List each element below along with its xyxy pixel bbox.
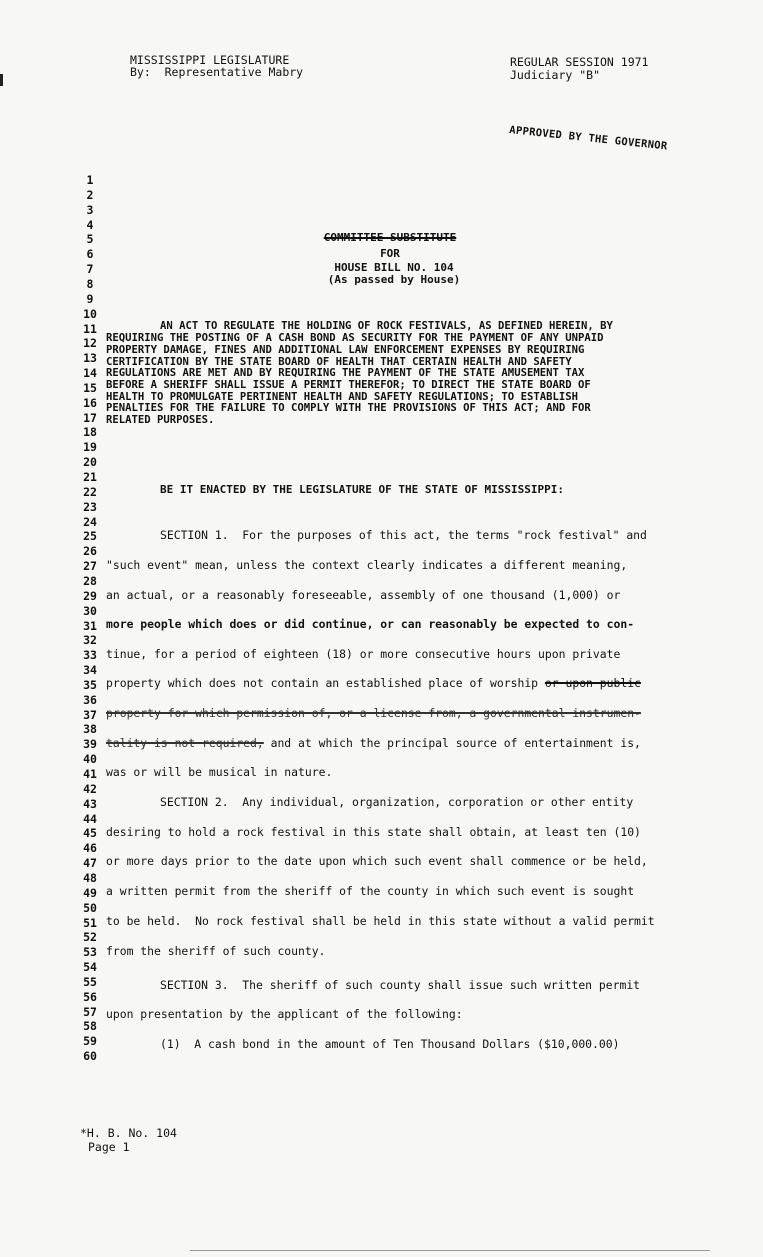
committee: Judiciary "B": [510, 68, 601, 82]
struck-text: or upon public: [544, 676, 641, 690]
act-title-line: BEFORE A SHERIFF SHALL ISSUE A PERMIT THEREFOR; TO DIRECT THE STATE BOARD OF: [106, 379, 591, 391]
for-line: FOR: [380, 247, 400, 260]
line-number: 33: [83, 648, 97, 663]
line-number: 6: [86, 247, 94, 262]
line-number: 10: [83, 306, 97, 321]
section1-line: was or will be musical in nature.: [106, 765, 333, 779]
scan-edge-line: [190, 1250, 710, 1251]
line-number: 57: [83, 1004, 97, 1019]
scan-mark: [0, 74, 3, 86]
act-title-line: REQUIRING THE POSTING OF A CASH BOND AS SECURITY FOR THE PAYMENT OF ANY UNPAID: [106, 332, 604, 344]
line-number: 60: [83, 1049, 97, 1064]
legislature-name: MISSISSIPPI LEGISLATURE: [130, 53, 290, 67]
section1-line: "such event" mean, unless the context clearly indicates a different meaning,: [106, 558, 628, 572]
section3-line: (1) A cash bond in the amount of Ten Thousand Dollars ($10,000.00): [160, 1037, 620, 1051]
line-number: 42: [83, 781, 97, 796]
line-number: 23: [83, 499, 97, 514]
line-number: 15: [83, 380, 97, 395]
line-number: 19: [83, 440, 97, 455]
section1-line: more people which does or did continue, or can reasonably be expected to con-: [106, 617, 635, 631]
line-number: 37: [83, 707, 97, 722]
line-number: 59: [83, 1034, 97, 1049]
line-number: 41: [83, 767, 97, 781]
line-number: 39: [83, 737, 97, 752]
line-number: 48: [83, 870, 97, 885]
footer-page-number: Page 1: [88, 1140, 130, 1154]
enacting-clause: BE IT ENACTED BY THE LEGISLATURE OF THE STATE OF MISSISSIPPI:: [160, 483, 564, 496]
line-number: 35: [83, 677, 97, 692]
act-title-line: HEALTH TO PROMULGATE PERTINENT HEALTH AND SAFETY REGULATIONS; TO ESTABLISH: [106, 391, 578, 403]
line-number: 2: [86, 187, 94, 202]
bill-number: HOUSE BILL NO. 104: [334, 261, 454, 274]
line-number: 38: [83, 722, 97, 737]
section1-line: tinue, for a period of eighteen (18) or more consecutive hours upon private: [106, 647, 621, 661]
section3-line: upon presentation by the applicant of the following:: [106, 1007, 463, 1021]
line-number: 16: [83, 395, 97, 410]
line-number: 44: [83, 811, 97, 826]
line-number: 40: [83, 752, 97, 767]
line-number: 31: [83, 618, 97, 633]
line-number: 55: [83, 974, 97, 989]
section1-line: [106, 676, 641, 690]
line-number: 28: [83, 573, 97, 588]
section1-text: property which does not contain an established place of worship: [106, 676, 545, 690]
line-number: 9: [86, 291, 94, 306]
line-number: 14: [83, 366, 97, 381]
bill-status: (As passed by House): [327, 273, 461, 286]
section1-line: an actual, or a reasonably foreseeable, assembly of one thousand (1,000) or: [106, 588, 621, 602]
act-title-line: PROPERTY DAMAGE, FINES AND ADDITIONAL LAW ENFORCEMENT EXPENSES BY REQUIRING: [106, 344, 585, 356]
line-number: 30: [83, 603, 97, 618]
line-number: 43: [83, 796, 97, 811]
line-number: 22: [83, 484, 97, 499]
line-number: 11: [83, 321, 97, 336]
section3-line: SECTION 3. The sheriff of such county shall issue such written permit: [160, 978, 641, 992]
act-title-line: PENALTIES FOR THE FAILURE TO COMPLY WITH THE PROVISIONS OF THIS ACT; AND FOR: [106, 402, 591, 414]
line-number: 32: [83, 633, 97, 648]
line-number: 26: [83, 544, 97, 559]
section2-line: SECTION 2. Any individual, organization, corporation or other entity: [160, 795, 634, 809]
line-number: 17: [83, 410, 97, 425]
line-number: 34: [83, 663, 97, 678]
line-number: 54: [83, 960, 97, 975]
sponsor: By: Representative Mabry: [130, 65, 304, 79]
line-number: 46: [83, 841, 97, 856]
line-number: 47: [83, 856, 97, 871]
act-title-line: RELATED PURPOSES.: [106, 414, 215, 426]
line-number: 18: [83, 425, 97, 440]
line-number: 51: [83, 915, 97, 930]
footer-bill-number: *H. B. No. 104: [80, 1126, 177, 1140]
line-number: 13: [83, 351, 97, 366]
line-number: 58: [83, 1019, 97, 1034]
struck-committee-substitute: COMMITTEE SUBSTITUTE: [323, 231, 457, 244]
session: REGULAR SESSION 1971: [510, 55, 649, 69]
line-number: 49: [83, 885, 97, 900]
section1-line: [106, 736, 641, 750]
section2-line: to be held. No rock festival shall be held in this state without a valid permit: [106, 914, 655, 928]
line-number: 1: [86, 173, 94, 187]
line-number: 27: [83, 559, 97, 574]
line-number: 24: [83, 514, 97, 529]
act-title-line: AN ACT TO REGULATE THE HOLDING OF ROCK FESTIVALS, AS DEFINED HEREIN, BY: [160, 320, 613, 332]
line-number: 20: [83, 455, 97, 470]
line-number: 3: [86, 202, 94, 217]
line-number: 12: [83, 336, 97, 351]
line-number: 21: [83, 470, 97, 484]
section2-line: a written permit from the sheriff of the county in which such event is sought: [106, 884, 635, 898]
line-number: 29: [83, 588, 97, 603]
line-number: 53: [83, 945, 97, 960]
line-number: 36: [83, 692, 97, 707]
line-number: 7: [86, 262, 94, 277]
section1-text: and at which the principal source of entertainment is,: [263, 736, 641, 750]
line-number: 8: [86, 276, 94, 291]
section2-line: or more days prior to the date upon which such event shall commence or be held,: [106, 854, 648, 868]
line-number: 50: [83, 900, 97, 915]
act-title-line: CERTIFICATION BY THE STATE BOARD OF HEALTH THAT CERTAIN HEALTH AND SAFETY: [106, 356, 572, 368]
struck-text: tality is not required,: [106, 736, 264, 750]
line-number: 45: [83, 826, 97, 841]
line-number: 56: [83, 989, 97, 1004]
act-title-line: REGULATIONS ARE MET AND BY REQUIRING THE PAYMENT OF THE STATE AMUSEMENT TAX: [106, 367, 585, 379]
section2-line: desiring to hold a rock festival in this state shall obtain, at least ten (10): [106, 825, 641, 839]
line-number: 4: [86, 217, 94, 232]
struck-text: property for which permission of, or a license from, a governmental instrumen-: [106, 706, 641, 720]
section2-line: from the sheriff of such county.: [106, 944, 326, 958]
line-number: 25: [83, 529, 97, 544]
line-number: 5: [86, 232, 94, 247]
line-number: 52: [83, 930, 97, 945]
approval-stamp: APPROVED BY THE GOVERNOR: [508, 124, 669, 153]
section1-line: SECTION 1. For the purposes of this act, the terms "rock festival" and: [160, 528, 647, 542]
